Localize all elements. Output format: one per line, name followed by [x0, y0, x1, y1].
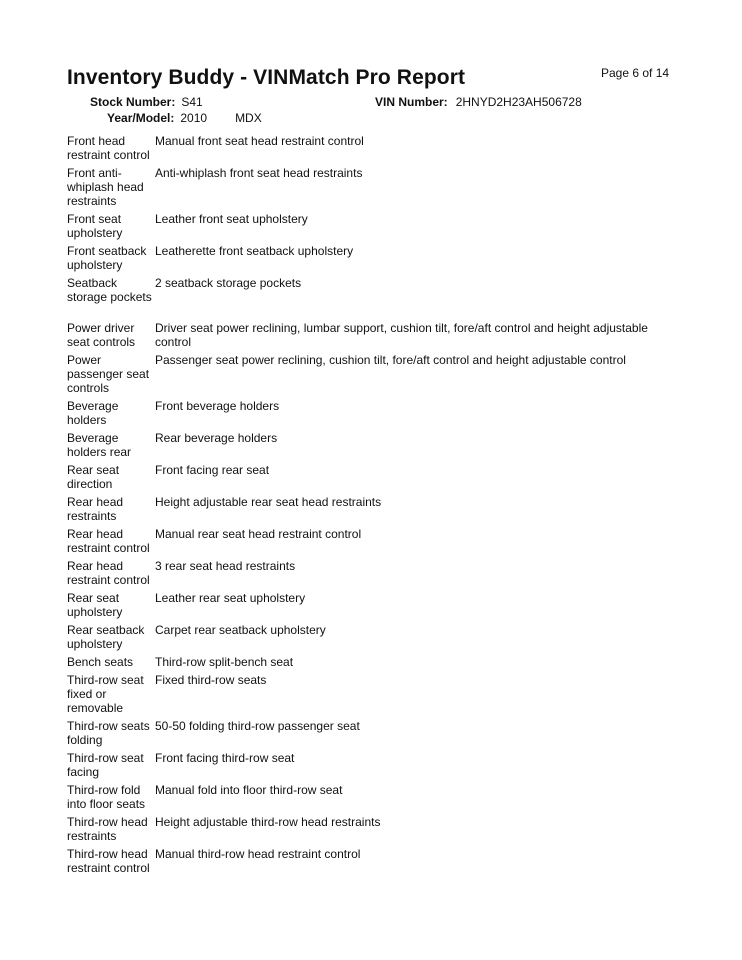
spec-value: Fixed third-row seats: [155, 673, 267, 687]
spec-value: Carpet rear seatback upholstery: [155, 622, 326, 637]
year-model-row: [107, 111, 262, 125]
spec-row: [67, 719, 667, 751]
year-model-label: Year/Model:: [107, 111, 175, 125]
spec-label: Rear head restraints: [67, 494, 124, 523]
spec-value: Anti-whiplash front seat head restraints: [155, 166, 363, 180]
spec-label: Third-row seat facing: [67, 750, 144, 779]
spec-value: 50-50 folding third-row passenger seat: [155, 718, 360, 733]
spec-value: Manual fold into floor third-row seat: [155, 782, 343, 797]
spec-row: [67, 212, 667, 244]
spec-value: Front facing rear seat: [155, 462, 270, 477]
spec-table: [67, 134, 667, 879]
spec-row: [67, 783, 667, 815]
spec-value: Leatherette front seatback upholstery: [155, 243, 354, 258]
spec-row: [67, 463, 667, 495]
vin-number-label: VIN Number:: [375, 95, 448, 109]
spec-label: Third-row seats folding: [67, 718, 150, 747]
stock-number-value: S41: [181, 95, 203, 109]
spec-label: Third-row fold into floor seats: [67, 782, 146, 811]
spec-row: [67, 751, 667, 783]
spec-row: [67, 321, 667, 353]
spec-value: Front beverage holders: [155, 398, 280, 413]
spec-label: Seatback storage pockets: [67, 275, 152, 304]
spec-value: Leather rear seat upholstery: [155, 590, 306, 605]
spec-value: Driver seat power reclining, lumbar support, cushion tilt, fore/aft control and height adjustable control: [155, 321, 648, 350]
spec-label: Third-row head restraints: [67, 814, 148, 843]
model-value: MDX: [235, 111, 262, 125]
spec-label: Front seat upholstery: [67, 211, 123, 240]
spec-label: Third-row head restraint control: [67, 846, 150, 875]
spec-row: [67, 166, 667, 212]
spec-label: Rear seat upholstery: [67, 590, 123, 619]
spec-row: [67, 591, 667, 623]
year-value: 2010: [180, 111, 208, 125]
spec-row: [67, 847, 667, 879]
spec-value: Rear beverage holders: [155, 430, 278, 445]
spec-label: Rear head restraint control: [67, 558, 150, 587]
spec-row: [67, 527, 667, 559]
spec-row: [67, 244, 667, 276]
spec-row: [67, 276, 667, 322]
spec-label: Front seatback upholstery: [67, 243, 147, 272]
spec-row: [67, 623, 667, 655]
spec-value: Height adjustable third-row head restraints: [155, 814, 381, 829]
spec-value: Third-row split-bench seat: [155, 654, 294, 669]
spec-row: [67, 495, 667, 527]
spec-value: Manual third-row head restraint control: [155, 846, 361, 861]
spec-row: [67, 353, 667, 399]
spec-row: [67, 815, 667, 847]
spec-label: Power driver seat controls: [67, 321, 136, 350]
spec-label: Power passenger seat controls: [67, 353, 150, 396]
spec-row: [67, 431, 667, 463]
spec-value: Height adjustable rear seat head restraints: [155, 494, 382, 509]
spec-table-body: [67, 134, 667, 879]
spec-label: Beverage holders: [67, 398, 119, 427]
spec-value: 3 rear seat head restraints: [155, 558, 296, 573]
spec-row: [67, 673, 667, 719]
spec-label: Third-row seat fixed or removable: [67, 673, 144, 716]
page-number: Page 6 of 14: [601, 66, 670, 80]
spec-value: Manual rear seat head restraint control: [155, 526, 362, 541]
spec-value: Passenger seat power reclining, cushion tilt, fore/aft control and height adjustable control: [155, 353, 626, 367]
spec-label: Rear seatback upholstery: [67, 622, 145, 651]
spec-label: Front head restraint control: [67, 134, 150, 163]
vin-number-row: [375, 95, 582, 109]
spec-label: Rear seat direction: [67, 462, 120, 491]
spec-value: Manual front seat head restraint control: [155, 134, 364, 148]
vin-number-value: 2HNYD2H23AH506728: [455, 95, 582, 109]
spec-label: Beverage holders rear: [67, 430, 132, 459]
spec-row: [67, 655, 667, 674]
spec-value: Front facing third-row seat: [155, 750, 295, 765]
stock-number-row: [90, 95, 203, 109]
spec-value: 2 seatback storage pockets: [155, 275, 302, 290]
spec-row: [67, 559, 667, 591]
spec-row: [67, 399, 667, 431]
spec-label: Rear head restraint control: [67, 526, 150, 555]
stock-number-label: Stock Number:: [90, 95, 176, 109]
spec-label: Front anti-whiplash head restraints: [67, 166, 144, 209]
spec-value: Leather front seat upholstery: [155, 211, 308, 226]
report-title: Inventory Buddy - VINMatch Pro Report: [67, 66, 466, 89]
spec-label: Bench seats: [67, 654, 134, 669]
spec-row: [67, 134, 667, 166]
